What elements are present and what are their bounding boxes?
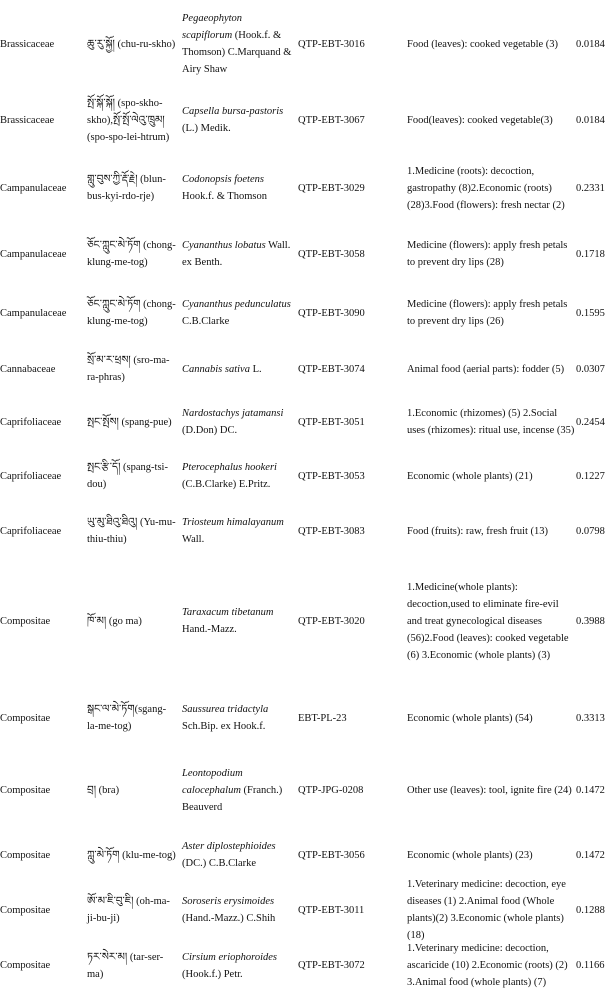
scientific-name-cell <box>182 361 262 378</box>
table-row <box>0 879 608 941</box>
uv-cell: 0.0798 <box>576 525 605 537</box>
local-name-cell: ཅོང་ཀླུང་མེ་ཏོག (chong-klung-me-tog) <box>87 240 176 268</box>
voucher-cell: QTP-EBT-3020 <box>298 615 365 627</box>
use-cell: Food (leaves): cooked vegetable (3) <box>407 38 559 50</box>
local-name-cell: ཁོ་མ། (go ma) <box>87 615 142 627</box>
voucher-cell: EBT-PL-23 <box>298 712 347 724</box>
species-author: (Hook.f. & Thomson) C.Marquand & Airy Shaw <box>182 30 292 75</box>
table-row <box>0 504 608 558</box>
table-row <box>0 448 608 504</box>
use-cell: 1.Veterinary medicine: decoction, ascaricide (10) 2.Economic (roots) (2) 3.Animal food (whole plants) (7) <box>407 943 568 988</box>
family-cell: Brassicaceae <box>0 114 55 126</box>
voucher-cell: QTP-EBT-3067 <box>298 114 365 126</box>
species-name: Cirsium eriophoroides <box>182 951 277 963</box>
scientific-name-cell <box>182 171 294 205</box>
voucher-cell: QTP-EBT-3058 <box>298 248 365 260</box>
species-author: Wall. ex Benth. <box>182 240 291 268</box>
table-row <box>0 0 608 88</box>
family-cell: Campanulaceae <box>0 248 67 260</box>
scientific-name-cell <box>182 838 294 872</box>
species-author: (DC.) C.B.Clarke <box>182 858 257 869</box>
uv-cell: 0.1227 <box>576 470 605 482</box>
uv-cell: 0.0184 <box>576 114 605 126</box>
family-cell: Compositae <box>0 849 51 861</box>
voucher-cell: QTP-EBT-3056 <box>298 849 365 861</box>
local-name-cell: ཅོང་ཀླུང་མེ་ཏོག (chong-klung-me-tog) <box>87 299 176 327</box>
species-author: Hand.-Mazz. <box>182 624 237 635</box>
table-row <box>0 224 608 284</box>
table-row <box>0 752 608 828</box>
family-cell: Compositae <box>0 904 51 916</box>
local-name-cell: གླུ་བུས་ཀྱི་རྡོ་རྗེ། (blun-bus-kyi-rdo-rje) <box>87 174 166 202</box>
scientific-name-cell <box>182 459 294 493</box>
uv-cell: 0.1166 <box>576 960 605 971</box>
local-name-cell: ཀླུ་མེ་ཏོག (klu-me-tog) <box>87 849 176 861</box>
family-cell: Caprifoliaceae <box>0 525 62 537</box>
use-cell: 1.Veterinary medicine: decoction, eye diseases (1) 2.Animal food (Whole plants)(2) 3.Economic (whole plants) (18) <box>407 879 566 941</box>
species-author: Hook.f. & Thomson <box>182 191 267 202</box>
species-author: Sch.Bip. ex Hook.f. <box>182 721 266 732</box>
use-cell: Food(leaves): cooked vegetable(3) <box>407 114 553 126</box>
species-name: Cyananthus lobatus <box>182 240 266 251</box>
family-cell: Compositae <box>0 960 51 971</box>
use-cell: Economic (whole plants) (23) <box>407 849 533 861</box>
species-name: Codonopsis foetens <box>182 174 264 185</box>
voucher-cell: QTP-EBT-3083 <box>298 525 365 537</box>
use-cell: Medicine (flowers): apply fresh petals to prevent dry lips (26) <box>407 299 568 327</box>
local-name-cell: ཆུ་རུ་སྐྱོ། (chu-ru-skho) <box>87 38 176 50</box>
scientific-name-cell <box>182 949 294 983</box>
voucher-cell: QTP-EBT-3053 <box>298 470 365 482</box>
voucher-cell: QTP-EBT-3090 <box>298 307 365 319</box>
use-cell: Economic (whole plants) (21) <box>407 470 533 482</box>
voucher-cell: QTP-EBT-3029 <box>298 182 365 194</box>
species-author: (Franch.) Beauverd <box>182 784 283 813</box>
uv-cell: 0.1718 <box>576 248 605 260</box>
use-cell: Medicine (flowers): apply fresh petals to prevent dry lips (28) <box>407 240 568 268</box>
local-name-cell: སྤང་སྤོས། (spang-pue) <box>87 416 172 428</box>
species-name: Triosteum himalayanum <box>182 517 284 528</box>
voucher-cell: QTP-EBT-3074 <box>298 363 365 375</box>
table-row <box>0 558 608 684</box>
uv-cell: 0.1595 <box>576 307 605 319</box>
local-name-cell: བྲ། (bra) <box>87 784 120 796</box>
uv-cell: 0.3988 <box>576 615 605 627</box>
uv-cell: 0.3313 <box>576 712 605 724</box>
uv-cell: 0.1472 <box>576 849 605 861</box>
species-name: Taraxacum tibetanum <box>182 607 274 618</box>
scientific-name-cell <box>182 765 294 816</box>
uv-cell: 0.1288 <box>576 904 605 916</box>
species-author: L. <box>252 363 262 375</box>
species-name: Aster diplostephioides <box>182 841 276 852</box>
table-row <box>0 152 608 224</box>
table-row <box>0 88 608 152</box>
species-name: Pegaeophyton scapiflorum <box>182 13 243 41</box>
uv-cell: 0.1472 <box>576 784 605 796</box>
uv-cell: 0.2331 <box>576 182 605 194</box>
use-cell: 1.Medicine (roots): decoction, gastropathy (8)2.Economic (roots)(28)3.Food (flowers): fresh nectar (2) <box>407 165 565 211</box>
scientific-name-cell <box>182 103 294 137</box>
family-cell: Caprifoliaceae <box>0 416 62 428</box>
species-name: Capsella bursa-pastoris <box>182 106 284 117</box>
uv-cell: 0.2454 <box>576 416 605 428</box>
species-name: Soroseris erysimoides <box>182 896 275 907</box>
uv-cell: 0.0307 <box>576 363 605 375</box>
species-author: (C.B.Clarke) E.Pritz. <box>182 479 271 490</box>
family-cell: Campanulaceae <box>0 182 67 194</box>
scientific-name-cell <box>182 296 294 330</box>
species-author: C.B.Clarke <box>182 316 230 327</box>
species-name: Saussurea tridactyla <box>182 704 269 715</box>
local-name-cell: སྒང་ལ་མེ་ཏོག(sgang-la-me-tog) <box>87 704 167 732</box>
use-cell: 1.Economic (rhizomes) (5) 2.Social uses (rhizomes): ritual use, incense (35) <box>407 408 575 436</box>
table-row <box>0 828 608 882</box>
table-row <box>0 684 608 752</box>
scientific-name-cell <box>182 10 294 78</box>
table-row <box>0 396 608 448</box>
family-cell: Campanulaceae <box>0 307 67 319</box>
use-cell: Other use (leaves): tool, ignite fire (24) <box>407 784 572 796</box>
scientific-name-cell <box>182 237 294 271</box>
species-name: Nardostachys jatamansi <box>182 408 284 419</box>
local-name-cell: སྲོ་མ་ར་ཕྲས། (sro-ma-ra-phras) <box>87 355 170 383</box>
voucher-cell: QTP-EBT-3072 <box>298 960 365 971</box>
species-author: (L.) Medik. <box>182 123 231 134</box>
table-row <box>0 938 608 993</box>
species-name: Cannabis sativa <box>182 363 250 375</box>
table-row <box>0 342 608 396</box>
species-author: (D.Don) DC. <box>182 425 238 436</box>
voucher-cell: QTP-EBT-3051 <box>298 416 365 428</box>
scientific-name-cell <box>182 405 294 439</box>
family-cell: Brassicaceae <box>0 38 55 50</box>
family-cell: Caprifoliaceae <box>0 470 62 482</box>
use-cell: Animal food (aerial parts): fodder (5) <box>407 363 565 375</box>
species-name: Pterocephalus hookeri <box>182 462 277 473</box>
local-name-cell: སྤོ་སྐོ་སྐོ། (spo-skho-skho),སྤོ་སྤོ་ལེའུ་ཁྲུམ། (spo-spo-lei-htrum) <box>87 97 170 143</box>
uv-cell: 0.0184 <box>576 38 605 50</box>
family-cell: Cannabaceae <box>0 363 56 375</box>
voucher-cell: QTP-JPG-0208 <box>298 784 364 796</box>
local-name-cell: ཡུ་མུ་ཐིའུ་ཐིའུ། (Yu-mu-thiu-thiu) <box>87 517 176 545</box>
species-author: Wall. <box>182 534 205 545</box>
species-author: (Hook.f.) Petr. <box>182 968 243 980</box>
scientific-name-cell <box>182 701 294 735</box>
scientific-name-cell <box>182 893 294 927</box>
use-cell: 1.Medicine(whole plants): decoction,used to eliminate fire-evil and treat gynecological diseases (56)2.Food (leaves): cooked vegetable (6) 3.Economic (whole plants) (3) <box>407 581 569 661</box>
table-row <box>0 284 608 342</box>
family-cell: Compositae <box>0 615 51 627</box>
voucher-cell: QTP-EBT-3011 <box>298 904 365 916</box>
local-name-cell: ཏར་སེར་མ། (tar-ser-ma) <box>87 951 164 980</box>
scientific-name-cell <box>182 604 294 638</box>
use-cell: Economic (whole plants) (54) <box>407 712 533 724</box>
family-cell: Compositae <box>0 712 51 724</box>
family-cell: Compositae <box>0 784 51 796</box>
species-name: Cyananthus pedunculatus <box>182 299 291 310</box>
voucher-cell: QTP-EBT-3016 <box>298 38 365 50</box>
local-name-cell: ཨོ་མ་ཇི་བུ་ཇི། (oh-ma-ji-bu-ji) <box>87 896 170 924</box>
local-name-cell: སྤང་རྩི་དོ། (spang-tsi-dou) <box>87 462 168 490</box>
scientific-name-cell <box>182 514 294 548</box>
species-author: (Hand.-Mazz.) C.Shih <box>182 913 276 924</box>
use-cell: Food (fruits): raw, fresh fruit (13) <box>407 525 549 537</box>
species-name: Leontopodium calocephalum <box>182 767 243 796</box>
